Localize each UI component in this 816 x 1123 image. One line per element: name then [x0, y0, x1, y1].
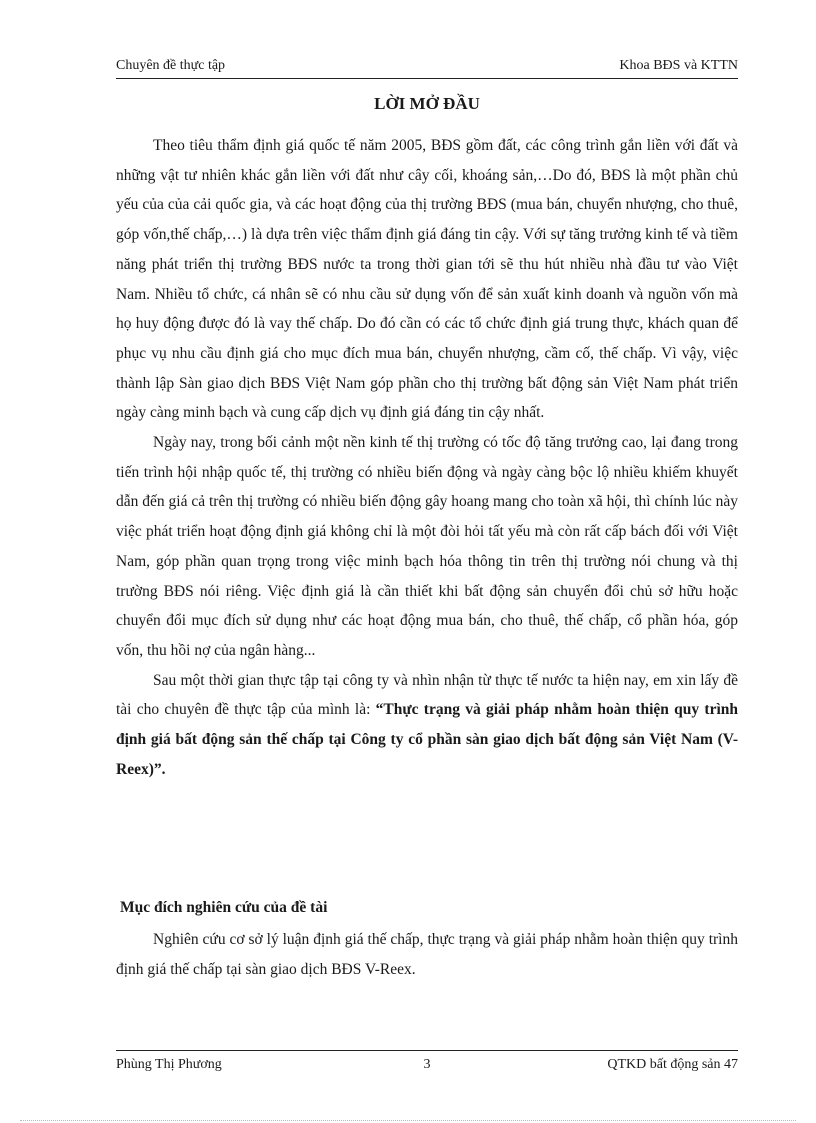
paragraph-3 [116, 666, 738, 785]
section-paragraph: Nghiên cứu cơ sở lý luận định giá thế chấp, thực trạng và giải pháp nhằm hoàn thiện quy trình định giá thế chấp tại sàn giao dịch BĐS V-Reex. [116, 931, 738, 978]
section-heading: Mục đích nghiên cứu của đề tài [120, 899, 328, 916]
intro-body [116, 131, 738, 784]
header-divider [116, 78, 738, 79]
page-edge [20, 1120, 796, 1121]
header-left-text: Chuyên đề thực tập [116, 58, 226, 73]
thesis-topic: “Thực trạng và giải pháp nhằm hoàn thiện quy trình định giá bất động sản thế chấp tại Công ty cổ phần sàn giao dịch bất động sản Việt Nam (V-Reex)”. [116, 701, 738, 778]
paragraph-2: Ngày nay, trong bối cảnh một nền kinh tế thị trường có tốc độ tăng trưởng cao, lại đang trong tiến trình hội nhập quốc tế, thị trường có nhiều biến động và ngày càng bộc lộ nhiều khiếm khuyết dẫn đến giá cả trên thị trường có nhiều biến động gây hoang mang cho toàn xã hội, thì chính lúc này việc phát triển hoạt động định giá không chỉ là một đòi hỏi tất yếu mà còn rất cấp bách đối với Việt Nam, góp phần quan trọng trong việc minh bạch hóa thông tin trên thị trường nói chung và thị trường BĐS nói riêng. Việc định giá là cần thiết khi bất động sản chuyển đổi chủ sở hữu hoặc chuyển đổi mục đích sử dụng như các hoạt động mua bán, cho thuê, thế chấp, cổ phần hóa, góp vốn, thu hồi nợ của ngân hàng... [116, 434, 738, 659]
page-title: LỜI MỞ ĐẦU [374, 94, 480, 113]
paragraph-1: Theo tiêu thẩm định giá quốc tế năm 2005, BĐS gồm đất, các công trình gắn liền với đất và những vật tư nhiên khác gắn liền với đất như cây cối, khoáng sản,…Do đó, BĐS là một phần chủ yếu của của cải quốc gia, và các hoạt động của thị trường BĐS (mua bán, chuyển nhượng, cho thuê, góp vốn,thế chấp,…) là dựa trên việc thẩm định giá đáng tin cậy. Với sự tăng trưởng kinh tế và tiềm năng phát triển thị trường BĐS nước ta trong thời gian tới sẽ thu hút nhiều nhà đầu tư vào Việt Nam. Nhiều tổ chức, cá nhân sẽ có nhu cầu sử dụng vốn để sản xuất kinh doanh và nguồn vốn mà họ huy động được đó là vay thế chấp. Do đó cần có các tổ chức định giá trung thực, khách quan để phục vụ nhu cầu định giá cho mục đích mua bán, chuyển nhượng, cầm cố, thế chấp. Vì vậy, việc thành lập Sàn giao dịch BĐS Việt Nam góp phần cho thị trường bất động sản Việt Nam phát triển ngày càng minh bạch và cung cấp dịch vụ định giá đáng tin cậy nhất. [116, 137, 738, 422]
section-body [116, 925, 738, 985]
footer-class: QTKD bất động sản 47 [607, 1057, 738, 1072]
page-number: 3 [423, 1057, 431, 1072]
page-header [116, 57, 738, 75]
paragraph-3-intro: Sau một thời gian thực tập tại công ty và nhìn nhận từ thực tế nước ta hiện nay, em xin lấy đề tài cho chuyên đề thực tập của mình là: [116, 671, 738, 719]
page-footer [116, 1056, 738, 1074]
footer-author: Phùng Thị Phương [116, 1057, 222, 1072]
header-right-text: Khoa BĐS và KTTN [619, 58, 738, 73]
footer-divider [116, 1050, 738, 1051]
